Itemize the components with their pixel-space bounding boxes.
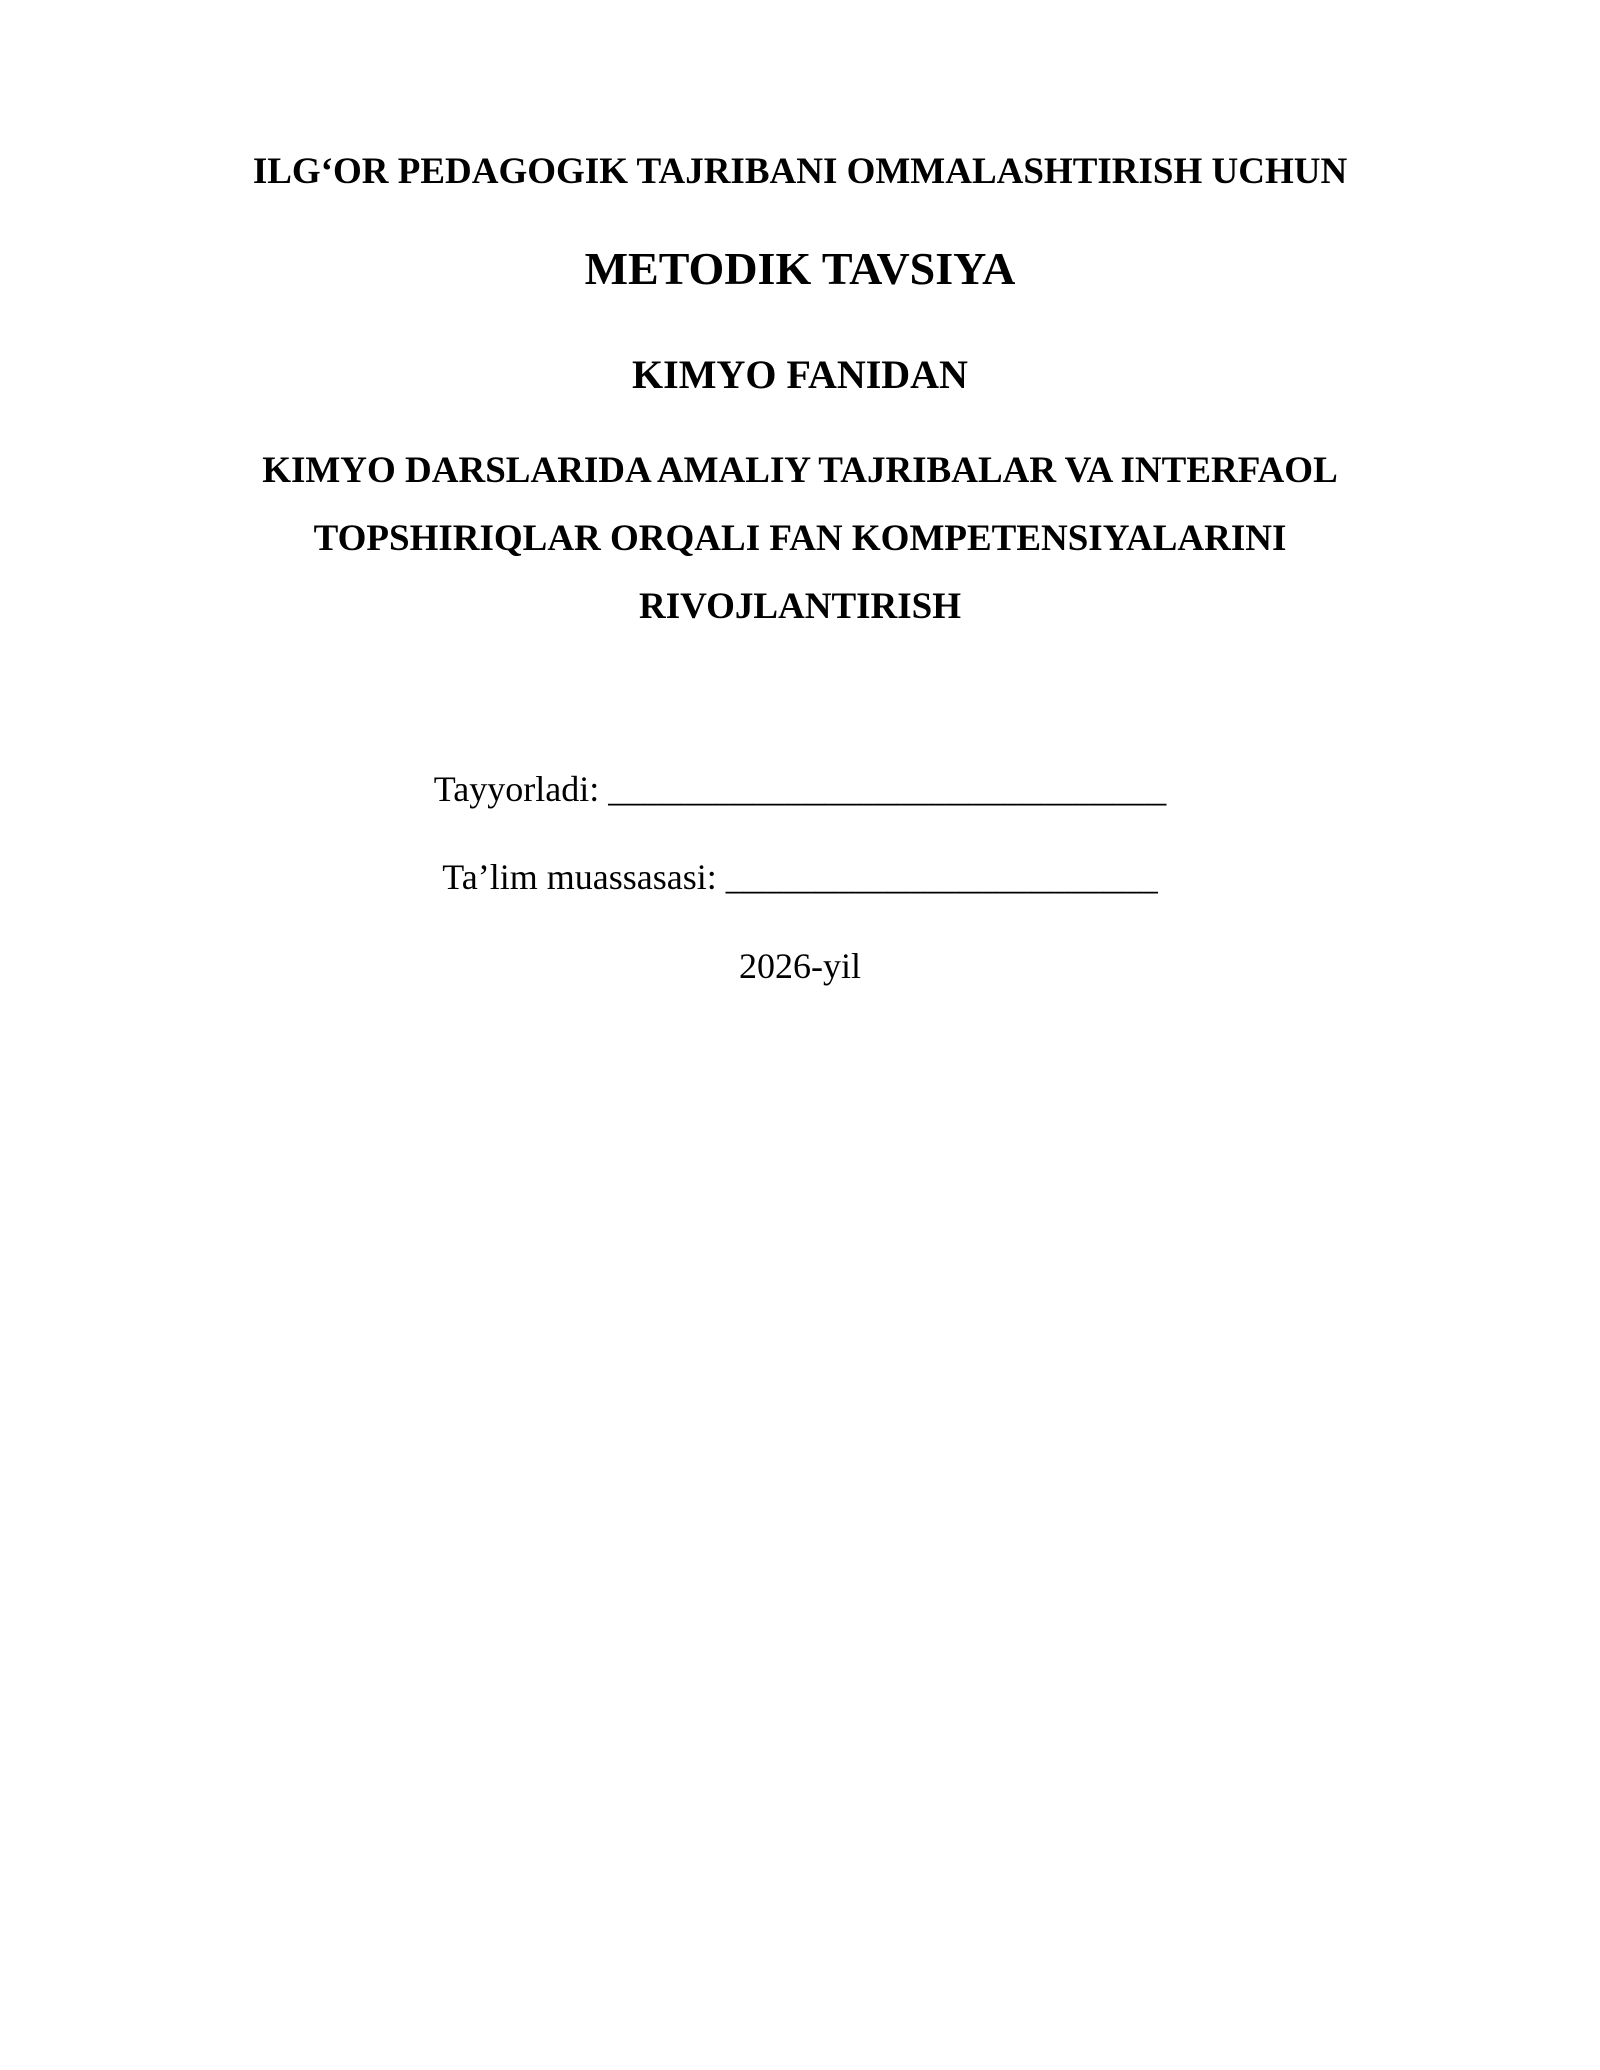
prepared-by-blank: _______________________________ <box>608 769 1167 809</box>
institution-field <box>0 859 1600 895</box>
institution-blank: ________________________ <box>725 857 1158 897</box>
year-line: 2026-yil <box>739 946 861 986</box>
main-title: METODIK TAVSIYA <box>584 243 1016 294</box>
header-line: ILG‘OR PEDAGOGIK TAJRIBANI OMMALASHTIRISH UCHUN <box>252 151 1348 192</box>
topic-line-1: KIMYO DARSLARIDA AMALIY TAJRIBALAR VA INTERFAOL <box>262 450 1338 491</box>
topic-line-3: RIVOJLANTIRISH <box>638 586 962 627</box>
subject-title: KIMYO FANIDAN <box>632 352 968 397</box>
prepared-by-label: Tayyorladi: <box>433 769 600 809</box>
topic-line-2: TOPSHIRIQLAR ORQALI FAN KOMPETENSIYALARINI <box>313 518 1287 559</box>
prepared-by-field <box>0 771 1600 807</box>
institution-label: Ta’lim muassasasi: <box>442 857 717 897</box>
